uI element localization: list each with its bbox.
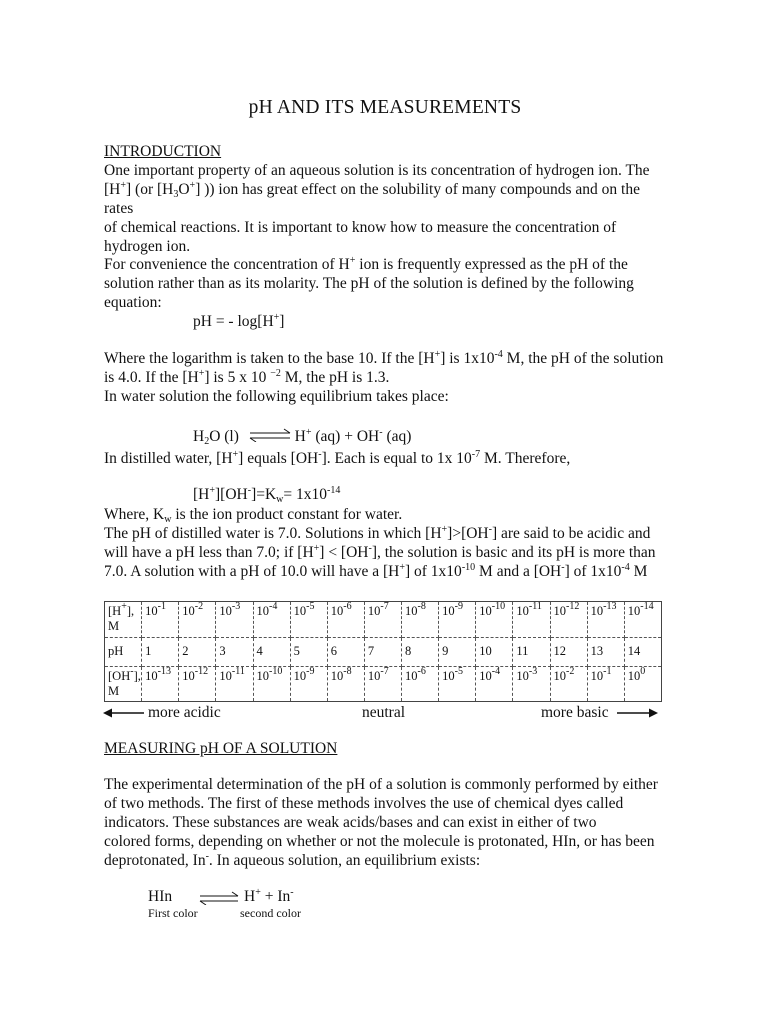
h-row-label: [H+], M [105, 602, 142, 638]
intro-paragraph-2: For convenience the concentration of H+ ion is frequently expressed as the pH of the solution rather than as its molarity. The pH of the solution is defined by the following equation: [104, 255, 634, 311]
table-cell: $10^{-5}$ [439, 666, 476, 702]
equilibrium-arrows-icon [248, 428, 292, 442]
table-cell: 13 [587, 637, 624, 666]
table-cell: $10^{-1}$ [587, 666, 624, 702]
oh-row-label: [OH-], M [105, 666, 142, 702]
measuring-heading: MEASURING pH OF A SOLUTION [104, 740, 338, 757]
table-cell: $10^{-12}$ [550, 602, 587, 638]
ph-value-row [105, 637, 662, 666]
page-title: pH AND ITS MEASUREMENTS [248, 97, 522, 118]
table-cell: $10^{-4}$ [253, 602, 290, 638]
table-cell: 2 [179, 637, 216, 666]
table-cell: $10^{-10}$ [253, 666, 290, 702]
h-concentration-row [105, 602, 662, 638]
indicator-hin: HIn [148, 888, 173, 905]
table-cell: $10^{-10}$ [476, 602, 513, 638]
table-cell: $10^{-11}$ [513, 602, 550, 638]
table-cell: $10^{-9}$ [439, 602, 476, 638]
table-cell: 9 [439, 637, 476, 666]
first-color-caption: First color [148, 906, 198, 920]
table-cell: $10^{-13}$ [587, 602, 624, 638]
table-cell: $10^{-1}$ [142, 602, 179, 638]
table-cell: $10^{-14}$ [624, 602, 661, 638]
table-cell: 6 [327, 637, 364, 666]
table-cell: 4 [253, 637, 290, 666]
table-cell: $10^{-8}$ [327, 666, 364, 702]
table-cell: $10^{-6}$ [402, 666, 439, 702]
second-color-caption: second color [240, 906, 301, 920]
table-cell: $10^{-9}$ [290, 666, 327, 702]
table-cell: $10^{-3}$ [513, 666, 550, 702]
ph-row-label: pH [105, 637, 142, 666]
table-cell: $10^{-13}$ [142, 666, 179, 702]
ph-table [104, 601, 662, 702]
table-cell: 10 [476, 637, 513, 666]
table-cell: $10^{-4}$ [476, 666, 513, 702]
equilibrium-arrows-icon [198, 891, 240, 905]
intro-paragraph-5: Where, $K_w$ is the ion product constant for water. The pH of distilled water is 7.0. Solutions in which [H+]>[OH-] are said to be acidic and will have a pH less than 7.0; if [H+] < [OH-], the solution is basic and its pH is more than 7.0. A solution with a pH of 10.0 will have a [H+] of $1x10^{-10}$ M and a [OH-] of $1x10^{-4}$ M [104, 506, 656, 580]
neutral-label: neutral [362, 704, 406, 721]
table-cell: 8 [402, 637, 439, 666]
table-cell: $10^{-2}$ [550, 666, 587, 702]
table-cell: $10^{-5}$ [290, 602, 327, 638]
table-cell: 5 [290, 637, 327, 666]
table-cell: $10^{-6}$ [327, 602, 364, 638]
ph-equation: pH = - log[H+] [193, 312, 285, 330]
more-basic-label: more basic [541, 704, 609, 721]
intro-paragraph-3: Where the logarithm is taken to the base 10. If the [H+] is $1x10^{-4}$ M, the pH of the solution is 4.0. If the [H+] is 5 x 10 $^{-2}$ M, the pH is 1.3. In water solution the following equilibrium takes place: [104, 349, 664, 405]
table-cell: $10^{-8}$ [402, 602, 439, 638]
table-cell: $10^{-12}$ [179, 666, 216, 702]
table-cell: 12 [550, 637, 587, 666]
table-cell: 1 [142, 637, 179, 666]
indicator-products: H+ + In- [244, 887, 294, 905]
water-equilibrium-equation: $H_2O$ (l) H+ (aq) + OH- (aq) [193, 427, 412, 447]
measuring-paragraph: The experimental determination of the pH of a solution is commonly performed by either of two methods. The first of these methods involves the use of chemical dyes called indicators. These substances are weak acids/bases and can exist in either of two colored forms, depending on whether or not the molecule is protonated, HIn, or has been deprotonated, In-. In aqueous solution, an equilibrium exists: [104, 776, 658, 869]
table-cell: 14 [624, 637, 661, 666]
table-cell: $10^{-7}$ [364, 666, 401, 702]
table-cell: 3 [216, 637, 253, 666]
intro-paragraph-1: One important property of an aqueous solution is its concentration of hydrogen ion. The [H+] (or $[H_3O^+]$ )) ion has great effect on the solubility of many compounds and on the rates of chemical reactions. It is important to know how to measure the concentration of hydrogen ion. [104, 161, 650, 255]
intro-paragraph-4: In distilled water, [H+] equals [OH-]. Each is equal to 1x $10^{-7}$ M. Therefore, [104, 449, 571, 467]
table-cell: $10^{-11}$ [216, 666, 253, 702]
table-cell: $10^{-7}$ [364, 602, 401, 638]
right-arrow-icon [616, 707, 658, 719]
introduction-section [104, 143, 664, 256]
table-cell: $10^{-3}$ [216, 602, 253, 638]
table-cell: $10^0$ [624, 666, 661, 702]
table-cell: 11 [513, 637, 550, 666]
more-acidic-label: more acidic [148, 704, 221, 721]
left-arrow-icon [103, 707, 145, 719]
introduction-heading: INTRODUCTION [104, 143, 222, 160]
table-cell: $10^{-2}$ [179, 602, 216, 638]
oh-concentration-row [105, 666, 662, 702]
kw-equation: $[H^+][OH^-]=K_w= 1x10^{-14}$ [193, 485, 341, 505]
table-cell: 7 [364, 637, 401, 666]
